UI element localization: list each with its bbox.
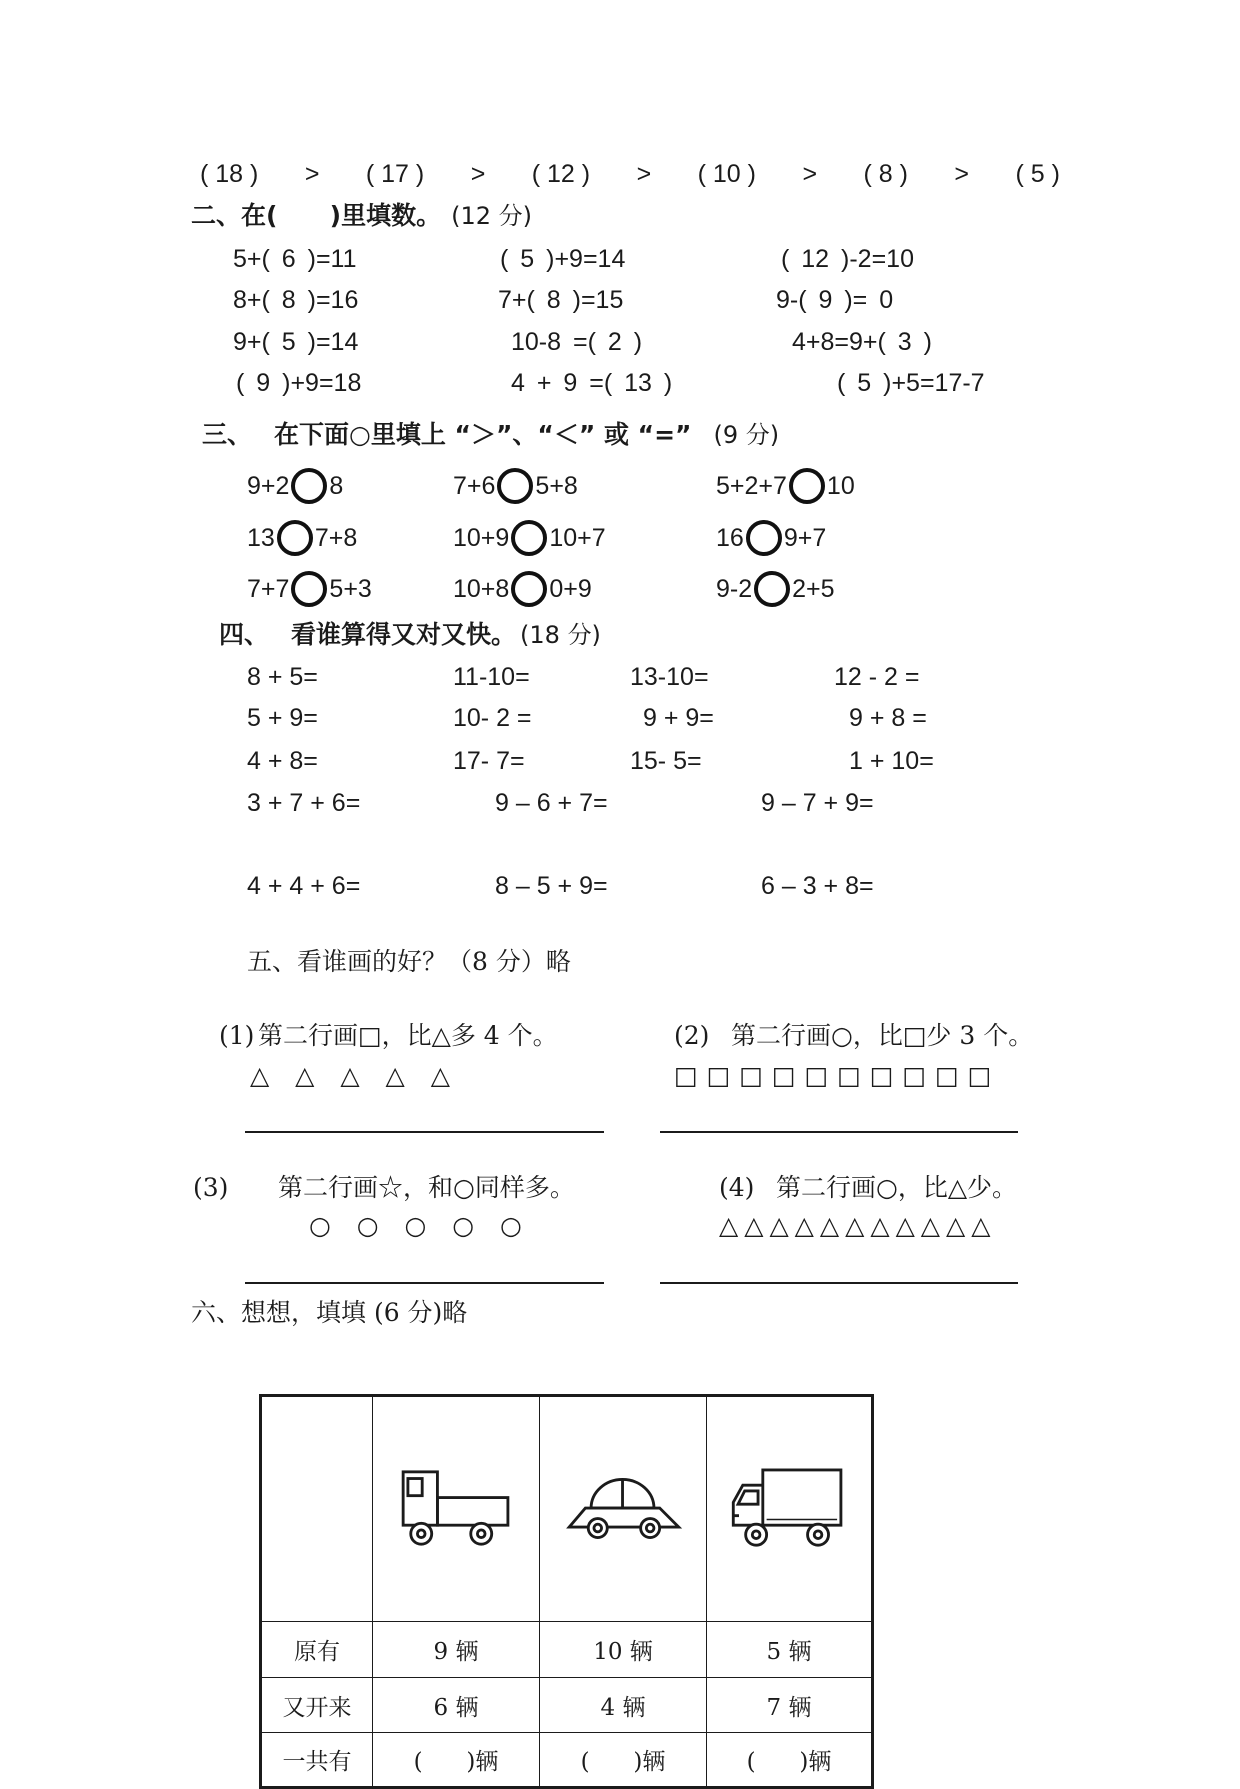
- table-header-row: [261, 1396, 873, 1622]
- comparison-left: 16: [716, 524, 744, 552]
- calc-problem: 1 + 10=: [849, 747, 934, 775]
- fill-equation: 9-( 9 )= 0: [776, 286, 894, 314]
- calc-problem: 9 + 9=: [643, 704, 714, 732]
- ordering-group: ( 12 ): [531, 160, 591, 188]
- section2-heading: [191, 201, 532, 231]
- greater-than-sign: >: [636, 160, 652, 188]
- fill-equation: 4+8=9+( 3 ): [792, 328, 932, 356]
- calc-problem: 8 + 5=: [247, 663, 318, 691]
- circle-row: ○ ○ ○ ○ ○: [309, 1211, 531, 1240]
- comparison-circle: [511, 520, 547, 556]
- calc-problem: 9 – 6 + 7=: [495, 789, 608, 817]
- section3-number: 三、: [202, 420, 253, 449]
- comparison-item: [247, 466, 343, 506]
- ordering-group: ( 8 ): [863, 160, 908, 188]
- comparison-item: [453, 466, 578, 506]
- answer-line: [660, 1131, 1018, 1133]
- table-cell: 7 辆: [707, 1678, 873, 1733]
- task-prompt: 第二行画☆，和○同样多。: [278, 1173, 575, 1202]
- section4-heading: [219, 620, 601, 650]
- calc-problem: 11-10=: [453, 663, 530, 691]
- comparison-circle: [746, 520, 782, 556]
- comparison-right: 9+7: [783, 524, 827, 552]
- comparison-right: 5+3: [329, 575, 372, 603]
- task-prompt: 第二行画○，比□少 3 个。: [731, 1021, 1034, 1050]
- comparison-item: [716, 466, 855, 506]
- calc-problem: 13-10=: [630, 663, 709, 691]
- table-cell: 5 辆: [707, 1622, 873, 1678]
- table-cell: 4 辆: [540, 1678, 707, 1733]
- comparison-left: 7+6: [453, 472, 496, 500]
- comparison-right: 2+5: [792, 575, 835, 603]
- comparison-right: 10: [826, 472, 855, 500]
- calc-problem: 17- 7=: [453, 747, 525, 775]
- fill-equation: 8+( 8 )=16: [233, 286, 359, 314]
- comparison-right: 0+9: [549, 575, 592, 603]
- calc-problem: 4 + 8=: [247, 747, 318, 775]
- fill-equation: ( 5 )+9=14: [500, 245, 626, 273]
- fill-equation: 4 + 9 =( 13 ): [511, 369, 673, 397]
- ordering-group: ( 17 ): [365, 160, 425, 188]
- task-number: (4): [719, 1173, 755, 1202]
- fill-equation: 5+( 6 )=11: [233, 245, 357, 273]
- table-row: [261, 1678, 873, 1733]
- triangle-row: △ △ △ △ △: [250, 1061, 459, 1090]
- table-header-cell: [707, 1396, 873, 1622]
- section2-score: (12 分): [451, 202, 532, 230]
- table-row: [261, 1733, 873, 1788]
- answer-line: [660, 1282, 1018, 1284]
- calc-problem: 4 + 4 + 6=: [247, 872, 361, 900]
- table-cell: 10 辆: [540, 1622, 707, 1678]
- comparison-circle: [277, 520, 313, 556]
- comparison-item: [247, 569, 372, 609]
- comparison-right: 8: [329, 472, 344, 500]
- greater-than-sign: >: [954, 160, 970, 188]
- calc-problem: 5 + 9=: [247, 704, 318, 732]
- triangle-row: △△△△△△△△△△△: [719, 1211, 997, 1240]
- comparison-right: 5+8: [535, 472, 578, 500]
- ordering-group: ( 10 ): [697, 160, 756, 188]
- answer-line: [245, 1282, 604, 1284]
- fill-equation: 10-8 =( 2 ): [511, 328, 643, 356]
- square-row: □□□□□□□□□□: [674, 1061, 1001, 1090]
- ordering-group: ( 18 ): [200, 160, 259, 188]
- row-label: 又开来: [261, 1678, 373, 1733]
- comparison-left: 10+9: [453, 524, 510, 552]
- calc-problem: 12 - 2 =: [834, 663, 920, 691]
- table-corner-cell: [261, 1396, 373, 1622]
- table-cell: ( )辆: [540, 1733, 707, 1788]
- car-icon: [543, 1449, 703, 1569]
- table-cell: 6 辆: [373, 1678, 540, 1733]
- van-icon: [709, 1449, 869, 1569]
- table-header-cell: [540, 1396, 707, 1622]
- comparison-circle: [511, 571, 547, 607]
- comparison-left: 13: [247, 524, 275, 552]
- comparison-left: 9-2: [716, 575, 753, 603]
- calc-problem: 9 + 8 =: [849, 704, 927, 732]
- comparison-item: [247, 518, 357, 558]
- table-header-cell: [373, 1396, 540, 1622]
- vehicle-table: [259, 1394, 874, 1789]
- calc-problem: 15- 5=: [630, 747, 702, 775]
- section4-title: 看谁算得又对又快。: [291, 620, 517, 649]
- comparison-circle: [754, 571, 790, 607]
- truck-icon: [376, 1449, 536, 1569]
- section5-heading: 五、看谁画的好？（8 分）略: [247, 947, 571, 976]
- fill-equation: ( 9 )+9=18: [236, 369, 362, 397]
- table-cell: 9 辆: [373, 1622, 540, 1678]
- comparison-circle: [497, 468, 533, 504]
- fill-equation: 7+( 8 )=15: [498, 286, 624, 314]
- greater-than-sign: >: [304, 160, 320, 188]
- comparison-item: [716, 518, 826, 558]
- comparison-left: 5+2+7: [716, 472, 787, 500]
- section4-number: 四、: [219, 620, 270, 649]
- comparison-item: [453, 569, 592, 609]
- table-cell: ( )辆: [707, 1733, 873, 1788]
- task-number: (1): [219, 1021, 255, 1050]
- section3-title: 在下面○里填上 “＞”、“＜” 或 “=”: [274, 420, 692, 449]
- fill-equation: 9+( 5 )=14: [233, 328, 359, 356]
- answer-line: [245, 1131, 604, 1133]
- section6-heading: 六、想想，填填 (6 分)略: [191, 1298, 468, 1327]
- calc-problem: 6 – 3 + 8=: [761, 872, 874, 900]
- greater-than-sign: >: [470, 160, 486, 188]
- row-label: 一共有: [261, 1733, 373, 1788]
- table-cell: ( )辆: [373, 1733, 540, 1788]
- task-prompt: 第二行画○，比△少。: [776, 1173, 1018, 1202]
- calc-problem: 3 + 7 + 6=: [247, 789, 361, 817]
- comparison-circle: [291, 571, 327, 607]
- greater-than-sign: >: [802, 160, 818, 188]
- table-row: [261, 1622, 873, 1678]
- section4-title-group: [291, 620, 601, 650]
- section2-title: 二、在( )里填数。: [191, 201, 442, 230]
- ordering-line: [200, 159, 1060, 189]
- comparison-item: [453, 518, 606, 558]
- calc-problem: 8 – 5 + 9=: [495, 872, 608, 900]
- task-number: (3): [193, 1173, 229, 1202]
- comparison-left: 10+8: [453, 575, 510, 603]
- row-label: 原有: [261, 1622, 373, 1678]
- comparison-right: 10+7: [549, 524, 606, 552]
- comparison-left: 9+2: [247, 472, 290, 500]
- calc-problem: 9 – 7 + 9=: [761, 789, 874, 817]
- comparison-left: 7+7: [247, 575, 290, 603]
- task-number: (2): [674, 1021, 710, 1050]
- fill-equation: ( 5 )+5=17-7: [837, 369, 985, 397]
- comparison-circle: [291, 468, 327, 504]
- comparison-item: [716, 569, 835, 609]
- fill-equation: ( 12 )-2=10: [781, 245, 914, 273]
- comparison-circle: [789, 468, 825, 504]
- section4-score: (18 分): [520, 621, 601, 649]
- section3-score: (9 分): [713, 421, 780, 449]
- section3-heading: [202, 420, 779, 450]
- ordering-group: ( 5 ): [1015, 160, 1060, 188]
- task-prompt: 第二行画□，比△多 4 个。: [258, 1021, 558, 1050]
- comparison-right: 7+8: [314, 524, 358, 552]
- calc-problem: 10- 2 =: [453, 704, 532, 732]
